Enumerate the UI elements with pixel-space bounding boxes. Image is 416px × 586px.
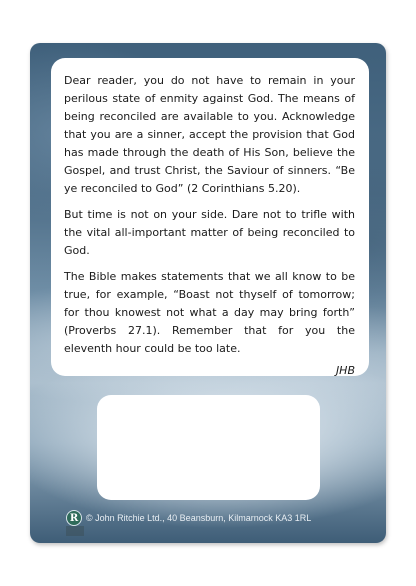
message-paragraph-3: The Bible makes statements that we all know to be true, for example, “Boast not thyself of tomorrow; for thou knowest not what a day may bring forth” (Proverbs 27.1). Remember that for you the eleventh hour could be too late. xyxy=(64,270,355,355)
message-paragraph-2: But time is not on your side. Dare not to trifle with the vital all-important matter of being reconciled to God. xyxy=(64,208,355,257)
message-panel xyxy=(51,58,369,376)
publisher-text: © John Ritchie Ltd., 40 Beansburn, Kilmarnock KA3 1RL xyxy=(86,513,312,523)
signature: JHB xyxy=(335,364,355,377)
logo-shadow xyxy=(66,526,84,536)
publisher-logo-icon: R xyxy=(66,510,82,526)
message-paragraph-1: Dear reader, you do not have to remain in your perilous state of enmity against God. The means of being reconciled are available to you. Acknowledge that you are a sinner, accept the provision that God has made through the death of His Son, believe the Gospel, and trust Christ, the Saviour of sinners. “Be ye reconciled to God” (2 Corinthians 5.20). xyxy=(64,74,355,195)
blank-stamp-box xyxy=(97,395,320,500)
tract-card xyxy=(30,43,386,543)
publisher-footer xyxy=(66,509,311,527)
